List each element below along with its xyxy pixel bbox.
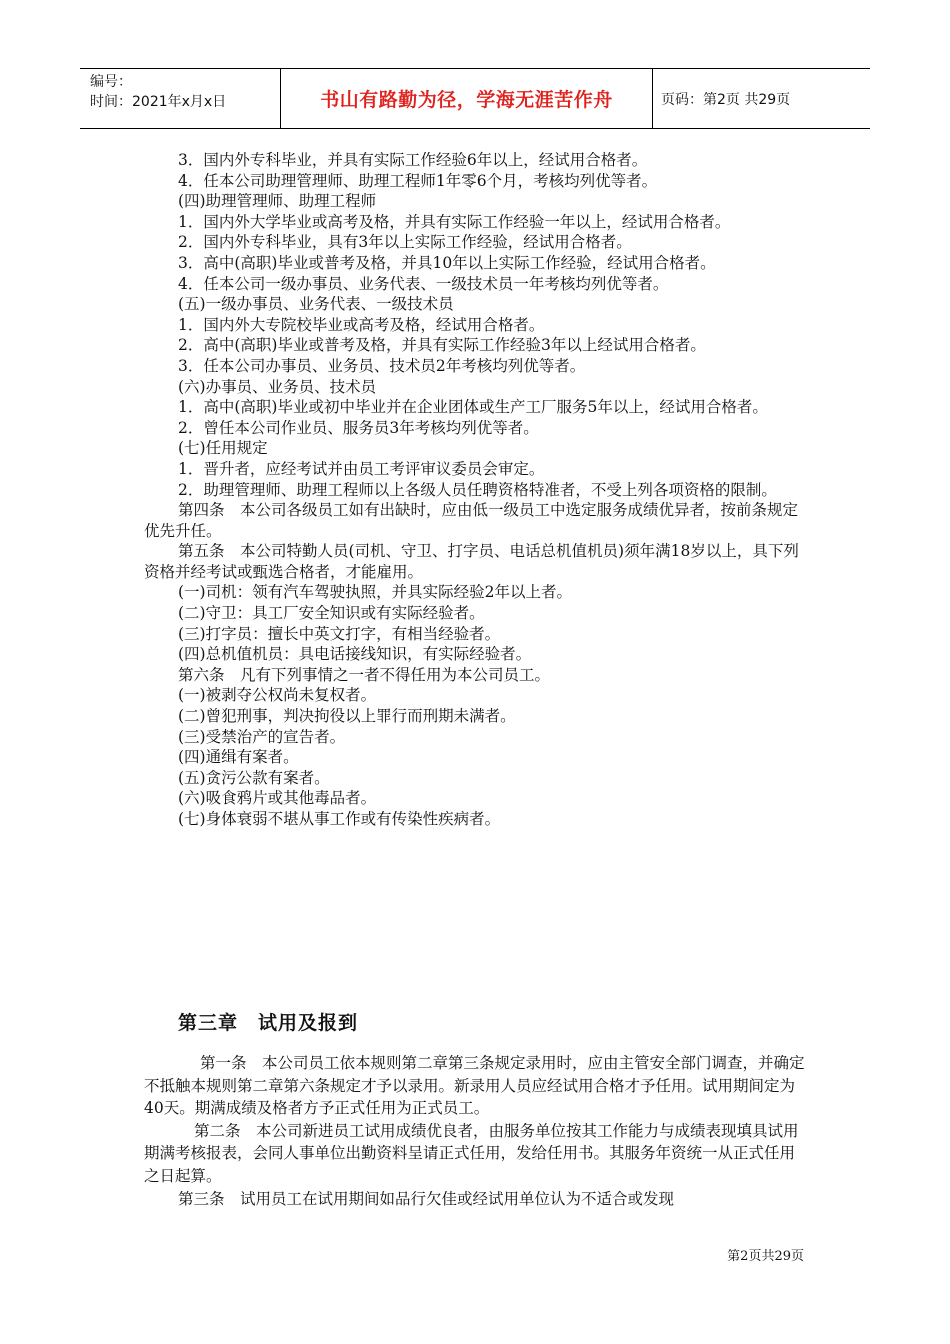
paragraph: 1．高中(高职)毕业或初中毕业并在企业团体或生产工厂服务5年以上，经试用合格者。: [178, 398, 768, 417]
document-body: [144, 150, 810, 830]
chapter-body: [144, 1052, 810, 1210]
header-motto: 书山有路勤为径，学海无涯苦作舟: [281, 69, 653, 128]
paragraph: 2．助理管理师、助理工程师以上各级人员任聘资格特准者，不受上列各项资格的限制。: [178, 480, 777, 499]
paragraph: 2．高中(高职)毕业或普考及格，并具有实际工作经验3年以上经试用合格者。: [178, 336, 706, 355]
paragraph: 第二条 本公司新进员工试用成绩优良者，由服务单位按其工作能力与成绩表现填具试用期满考核报表，会同人事单位出勤资料呈请正式任用，发给任用书。其服务年资统一从正式任用之日起算。: [144, 1121, 799, 1185]
paragraph: (三)受禁治产的宣告者。: [178, 727, 346, 746]
paragraph: 3．高中(高职)毕业或普考及格，并具10年以上实际工作经验，经试用合格者。: [178, 253, 716, 272]
paragraph: (一)司机：领有汽车驾驶执照，并具实际经验2年以上者。: [178, 583, 572, 602]
paragraph: (二)守卫：具工厂安全知识或有实际经验者。: [178, 604, 485, 623]
header-number: 编号：: [90, 74, 132, 90]
page-footer: 第2页共29页: [727, 1249, 804, 1264]
paragraph: 4．任本公司助理管理师、助理工程师1年零6个月，考核均列优等者。: [178, 171, 658, 190]
paragraph: 第五条 本公司特勤人员(司机、守卫、打字员、电话总机值机员)须年满18岁以上，具下列资格并经考试或甄选合格者，才能雇用。: [144, 542, 799, 581]
page-header: [80, 68, 870, 129]
paragraph: 2．国内外专科毕业，具有3年以上实际工作经验，经试用合格者。: [178, 233, 632, 252]
paragraph: 第六条 凡有下列事情之一者不得任用为本公司员工。: [178, 665, 551, 684]
paragraph: (六)吸食鸦片或其他毒品者。: [178, 789, 377, 808]
paragraph: 1．晋升者，应经考试并由员工考评审议委员会审定。: [178, 459, 545, 478]
paragraph: (七)任用规定: [178, 439, 268, 458]
paragraph: 1．国内外大学毕业或高考及格，并具有实际工作经验一年以上，经试用合格者。: [178, 212, 731, 231]
header-date: 时间：2021年x月x日: [90, 94, 227, 110]
paragraph: (四)助理管理师、助理工程师: [178, 192, 377, 211]
chapter-heading: 第三章 试用及报到: [178, 1012, 359, 1034]
header-page-info: 页码：第2页 共29页: [661, 91, 791, 108]
paragraph: 第三条 试用员工在试用期间如品行欠佳或经试用单位认为不适合或发现: [178, 1189, 675, 1208]
paragraph: (五)贪污公款有案者。: [178, 768, 330, 787]
paragraph: (四)通缉有案者。: [178, 748, 299, 767]
paragraph: (五)一级办事员、业务代表、一级技术员: [178, 295, 454, 314]
paragraph: 第一条 本公司员工依本规则第二章第三条规定录用时，应由主管安全部门调查，并确定不抵触本规则第二章第六条规定才予以录用。新录用人员应经试用合格才予任用。试用期间定为40天。期满成绩及格者方予正式任用为正式员工。: [144, 1054, 805, 1118]
paragraph: 2．曾任本公司作业员、服务员3年考核均列优等者。: [178, 418, 539, 437]
paragraph: (二)曾犯刑事，判决拘役以上罪行而刑期未满者。: [178, 707, 516, 726]
paragraph: 第四条 本公司各级员工如有出缺时，应由低一级员工中选定服务成绩优异者，按前条规定优先升任。: [144, 501, 799, 540]
paragraph: 1．国内外大专院校毕业或高考及格，经试用合格者。: [178, 315, 545, 334]
paragraph: 3．国内外专科毕业，并具有实际工作经验6年以上，经试用合格者。: [178, 151, 648, 169]
paragraph: (四)总机值机员：具电话接线知识，有实际经验者。: [178, 645, 532, 664]
header-meta: [80, 69, 281, 128]
paragraph: (一)被剥夺公权尚未复权者。: [178, 686, 377, 705]
paragraph: (七)身体衰弱不堪从事工作或有传染性疾病者。: [178, 810, 501, 828]
paragraph: (三)打字员：擅长中英文打字，有相当经验者。: [178, 624, 501, 643]
paragraph: (六)办事员、业务员、技术员: [178, 377, 377, 396]
paragraph: 4．任本公司一级办事员、业务代表、一级技术员一年考核均列优等者。: [178, 274, 669, 293]
paragraph: 3．任本公司办事员、业务员、技术员2年考核均列优等者。: [178, 356, 586, 375]
